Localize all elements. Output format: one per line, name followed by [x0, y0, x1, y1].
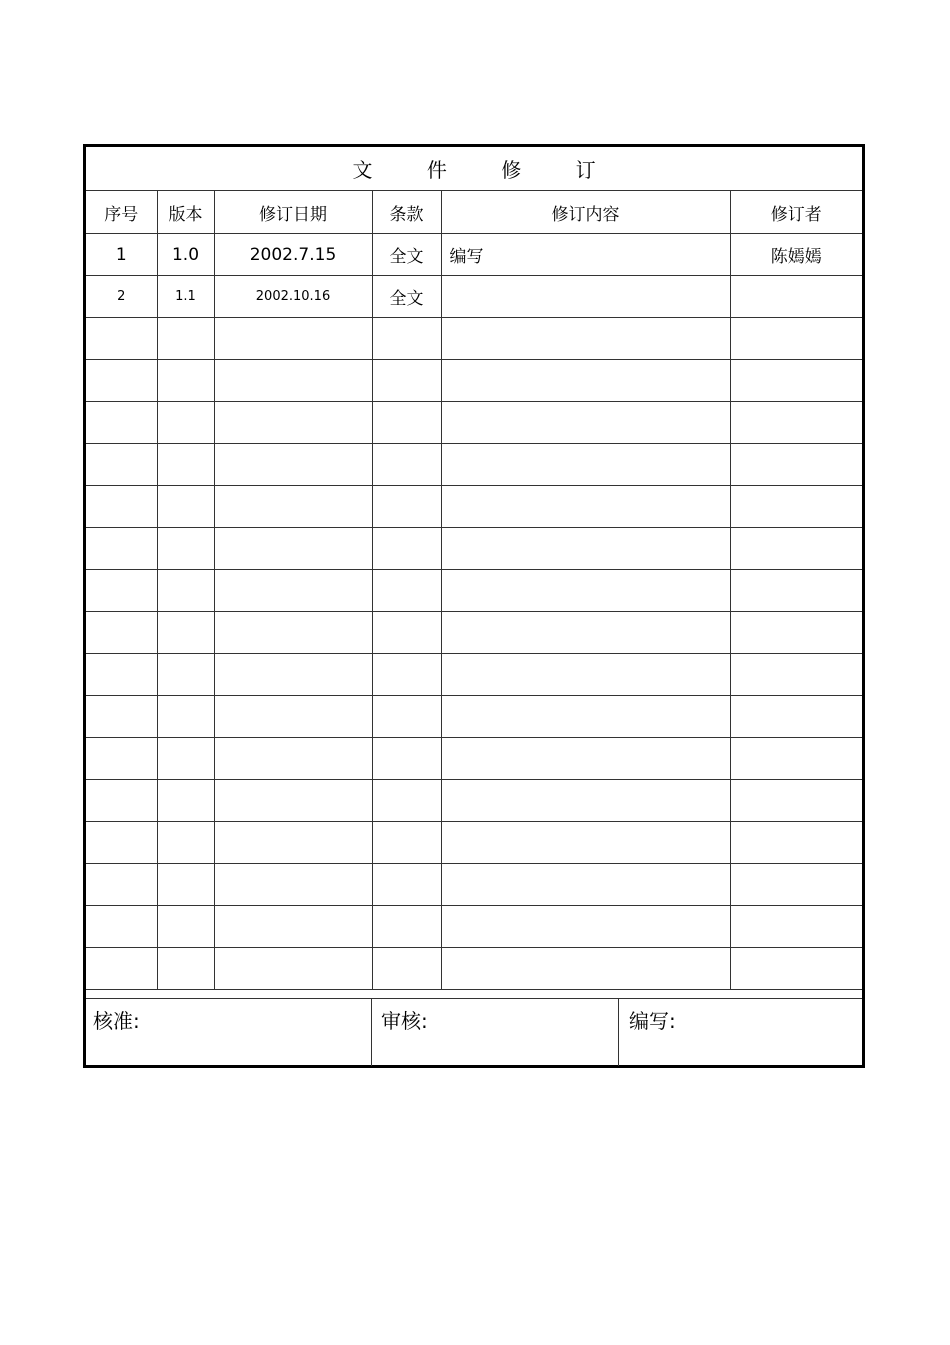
cell-clause [372, 486, 441, 528]
cell-content [441, 696, 730, 738]
cell-content: 编写 [441, 234, 730, 276]
cell-reviser [730, 864, 862, 906]
table-row [86, 948, 862, 990]
table-row [86, 570, 862, 612]
cell-date [214, 570, 372, 612]
cell-seq [86, 696, 157, 738]
cell-content [441, 444, 730, 486]
cell-clause [372, 402, 441, 444]
cell-content [441, 360, 730, 402]
cell-version [157, 654, 214, 696]
cell-seq [86, 570, 157, 612]
cell-clause [372, 444, 441, 486]
cell-date [214, 444, 372, 486]
cell-content [441, 612, 730, 654]
table-row [86, 654, 862, 696]
cell-version [157, 864, 214, 906]
cell-reviser [730, 528, 862, 570]
write-field[interactable]: 编写: [629, 1009, 676, 1033]
cell-reviser [730, 696, 862, 738]
cell-reviser [730, 570, 862, 612]
cell-clause [372, 318, 441, 360]
cell-date [214, 360, 372, 402]
cell-version [157, 612, 214, 654]
cell-version [157, 402, 214, 444]
title-row [86, 147, 862, 191]
cell-content [441, 318, 730, 360]
cell-date [214, 318, 372, 360]
cell-date [214, 696, 372, 738]
form-title: 文 件 修 订 [86, 147, 862, 191]
cell-content [441, 654, 730, 696]
cell-date [214, 864, 372, 906]
header-reviser: 修订者 [730, 191, 862, 234]
header-seq: 序号 [86, 191, 157, 234]
cell-version [157, 318, 214, 360]
cell-seq [86, 864, 157, 906]
cell-version [157, 948, 214, 990]
cell-date [214, 612, 372, 654]
cell-clause [372, 570, 441, 612]
table-row [86, 318, 862, 360]
cell-version [157, 822, 214, 864]
table-row [86, 444, 862, 486]
cell-version [157, 738, 214, 780]
cell-content [441, 822, 730, 864]
cell-content [441, 948, 730, 990]
cell-content [441, 738, 730, 780]
cell-content [441, 528, 730, 570]
header-date: 修订日期 [214, 191, 372, 234]
cell-content [441, 570, 730, 612]
cell-seq [86, 318, 157, 360]
cell-reviser [730, 906, 862, 948]
cell-clause [372, 864, 441, 906]
table-row [86, 612, 862, 654]
cell-reviser [730, 486, 862, 528]
cell-reviser [730, 822, 862, 864]
cell-version [157, 780, 214, 822]
cell-date [214, 780, 372, 822]
cell-clause [372, 696, 441, 738]
cell-content [441, 864, 730, 906]
cell-seq [86, 780, 157, 822]
cell-version: 1.1 [157, 276, 214, 318]
cell-clause [372, 780, 441, 822]
cell-seq [86, 906, 157, 948]
cell-clause [372, 528, 441, 570]
cell-clause [372, 612, 441, 654]
table-row [86, 276, 862, 318]
cell-date [214, 402, 372, 444]
table-row [86, 738, 862, 780]
revision-table [86, 147, 862, 990]
cell-reviser [730, 318, 862, 360]
cell-version [157, 444, 214, 486]
table-row [86, 696, 862, 738]
cell-version [157, 570, 214, 612]
cell-clause [372, 738, 441, 780]
cell-reviser [730, 738, 862, 780]
cell-reviser: 陈嫣嫣 [730, 234, 862, 276]
cell-clause [372, 360, 441, 402]
cell-content [441, 906, 730, 948]
cell-seq [86, 948, 157, 990]
table-row [86, 822, 862, 864]
cell-seq [86, 360, 157, 402]
table-row [86, 780, 862, 822]
table-row [86, 402, 862, 444]
cell-version [157, 486, 214, 528]
cell-clause [372, 906, 441, 948]
header-content: 修订内容 [441, 191, 730, 234]
cell-reviser [730, 276, 862, 318]
cell-date [214, 948, 372, 990]
cell-date [214, 738, 372, 780]
table-row [86, 528, 862, 570]
revision-form [83, 144, 865, 1068]
cell-content [441, 402, 730, 444]
approve-field[interactable]: 核准: [86, 999, 372, 1066]
cell-date: 2002.10.16 [214, 276, 372, 318]
cell-date: 2002.7.15 [214, 234, 372, 276]
table-row [86, 906, 862, 948]
cell-reviser [730, 654, 862, 696]
cell-seq [86, 612, 157, 654]
cell-date [214, 486, 372, 528]
cell-date [214, 822, 372, 864]
cell-clause [372, 654, 441, 696]
cell-reviser [730, 780, 862, 822]
review-field[interactable]: 审核: [372, 999, 619, 1066]
table-row [86, 234, 862, 276]
cell-reviser [730, 402, 862, 444]
cell-seq [86, 402, 157, 444]
table-row [86, 486, 862, 528]
cell-seq [86, 486, 157, 528]
cell-seq [86, 822, 157, 864]
cell-content [441, 276, 730, 318]
header-version: 版本 [157, 191, 214, 234]
header-clause: 条款 [372, 191, 441, 234]
cell-content [441, 486, 730, 528]
cell-clause [372, 948, 441, 990]
cell-version: 1.0 [157, 234, 214, 276]
cell-seq [86, 738, 157, 780]
header-row [86, 191, 862, 234]
cell-date [214, 528, 372, 570]
cell-reviser [730, 360, 862, 402]
cell-seq: 1 [86, 234, 157, 276]
signature-row [86, 998, 862, 1066]
cell-reviser [730, 612, 862, 654]
cell-clause: 全文 [372, 234, 441, 276]
cell-reviser [730, 444, 862, 486]
cell-version [157, 906, 214, 948]
cell-reviser [730, 948, 862, 990]
table-row [86, 864, 862, 906]
cell-seq [86, 654, 157, 696]
cell-date [214, 654, 372, 696]
cell-seq: 2 [86, 276, 157, 318]
cell-content [441, 780, 730, 822]
cell-clause [372, 822, 441, 864]
cell-version [157, 528, 214, 570]
cell-seq [86, 528, 157, 570]
cell-clause: 全文 [372, 276, 441, 318]
cell-date [214, 906, 372, 948]
table-row [86, 360, 862, 402]
cell-version [157, 696, 214, 738]
cell-seq [86, 444, 157, 486]
cell-version [157, 360, 214, 402]
